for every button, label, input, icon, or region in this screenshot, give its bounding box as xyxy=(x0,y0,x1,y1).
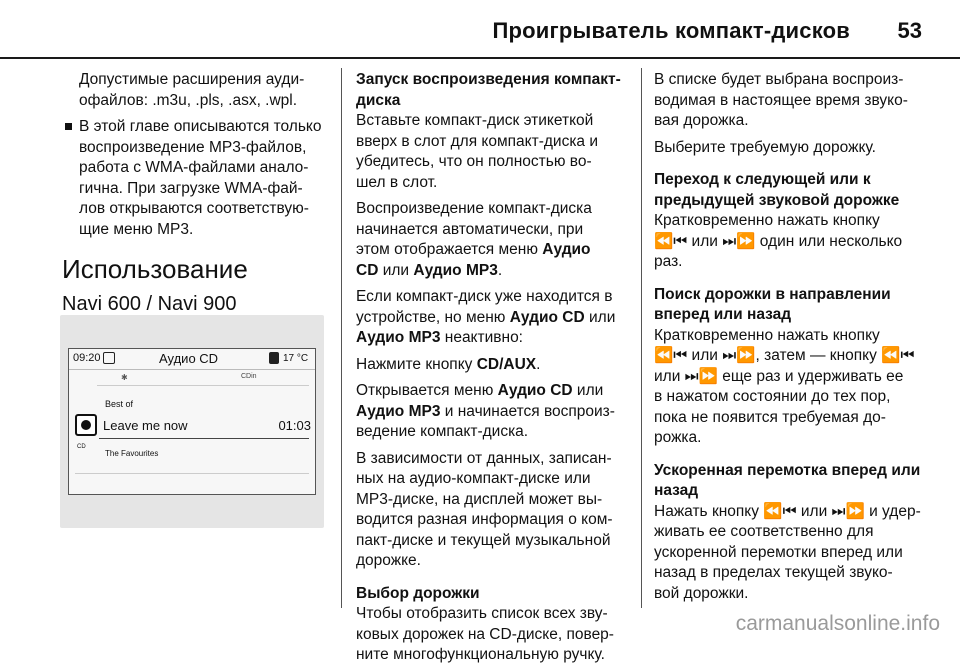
paragraph-menu-opens: Открывается меню Аудио CD или Аудио MP3 и начинается воспроиз- ведение компакт-диска. xyxy=(356,382,615,440)
column-3 xyxy=(654,70,924,610)
display-screen xyxy=(68,348,316,495)
paragraph-cd-inserted: Если компакт-диск уже находится в устройстве, но меню Аудио CD или Аудио MP3 неактивно: xyxy=(356,288,616,346)
paragraph-search-track: Кратковременно нажать кнопку ⏪⏮ или ⏭⏩, затем — кнопку ⏪⏮ или ⏭⏩ еще раз и удерживать ее в нажатом состоянии до тех пор, пока не появится требуемая до- рожка. xyxy=(654,326,915,446)
heading-search-track: Поиск дорожки в направлении вперед или назад xyxy=(654,285,891,323)
heading-fast-wind: Ускоренная перемотка вперед или назад xyxy=(654,461,921,499)
album-name: Best of xyxy=(105,399,134,409)
paragraph-next-prev: Кратковременно нажать кнопку ⏪⏮ или ⏭⏩ один или несколько раз. xyxy=(654,212,903,270)
column-1 xyxy=(62,70,324,330)
cd-source-icon xyxy=(103,352,115,364)
paragraph-insert-cd: Вставьте компакт-диск этикеткой вверх в слот для компакт-диска и убедитесь, что он полностью во- шел в слот. xyxy=(356,112,599,191)
display-title: Аудио CD xyxy=(159,351,219,366)
bullet-note: В этой главе описываются только воспроизведение MP3-файлов, работа с WMA-файлами анало- гична. При загрузке WMA-фай- лов открываются соответствую- щие меню MP3. xyxy=(62,117,324,240)
display-time: 09:20 xyxy=(73,352,101,364)
progress-line xyxy=(99,438,309,439)
header-rule xyxy=(0,57,960,59)
cd-label: CD xyxy=(77,444,86,450)
footer-watermark-url: carmanualsonline.info xyxy=(735,612,940,635)
paragraph-fast-wind: Нажать кнопку ⏪⏮ или ⏭⏩ и удер- живать ее соответственно для ускоренной перемотки вперед или назад в пределах текущей звуко- вой дорожки. xyxy=(654,502,921,602)
display-separator xyxy=(97,385,309,386)
paragraph-track-list: Чтобы отобразить список всех зву- ковых дорожек на CD-диске, повер- ните многофункциональную ручку. xyxy=(356,605,614,663)
thermometer-icon xyxy=(269,352,279,364)
page-title: Проигрыватель компакт-дисков xyxy=(492,18,850,43)
paragraph-choose-track: Выберите требуемую дорожку. xyxy=(654,138,876,156)
paragraph-extensions: Допустимые расширения ауди- офайлов: .m3u, .pls, .asx, .wpl. xyxy=(79,71,305,109)
page-number: 53 xyxy=(897,18,922,43)
cd-in-indicator: CDin xyxy=(241,373,257,380)
display-separator-bottom xyxy=(75,473,309,474)
column-divider-1 xyxy=(341,68,342,608)
display-screenshot xyxy=(60,315,324,528)
subsection-title: Navi 600 / Navi 900 xyxy=(62,293,237,315)
column-divider-2 xyxy=(641,68,642,608)
paragraph-press-button: Нажмите кнопку CD/AUX. xyxy=(356,355,541,373)
bluetooth-icon: ✱ xyxy=(121,373,128,382)
paragraph-auto-play: Воспроизведение компакт-диска начинается автоматически, при этом отображается меню Аудио CD или Аудио MP3. xyxy=(356,200,592,279)
paragraph-info-display: В зависимости от данных, записан- ных на аудио-компакт-диске или MP3-диске, на дисплей может вы- водится разная информация о ком- пакт-диске и текущей музыкальной дорожке. xyxy=(356,449,613,569)
artist-name: The Favourites xyxy=(105,449,159,458)
section-title: Использование xyxy=(62,254,248,284)
track-time: 01:03 xyxy=(278,418,311,433)
heading-next-prev: Переход к следующей или к предыдущей звуковой дорожке xyxy=(654,171,900,209)
track-name: Leave me now xyxy=(103,418,188,433)
heading-track-select: Выбор дорожки xyxy=(356,584,480,602)
cd-disc-icon xyxy=(75,414,97,436)
paragraph-list-selected: В списке будет выбрана воспроиз- водимая в настоящее время звуко- вая дорожка. xyxy=(654,71,908,129)
display-temperature: 17 °C xyxy=(283,353,309,364)
column-2 xyxy=(356,70,631,672)
heading-start-playback: Запуск воспроизведения компакт- диска xyxy=(356,71,621,109)
